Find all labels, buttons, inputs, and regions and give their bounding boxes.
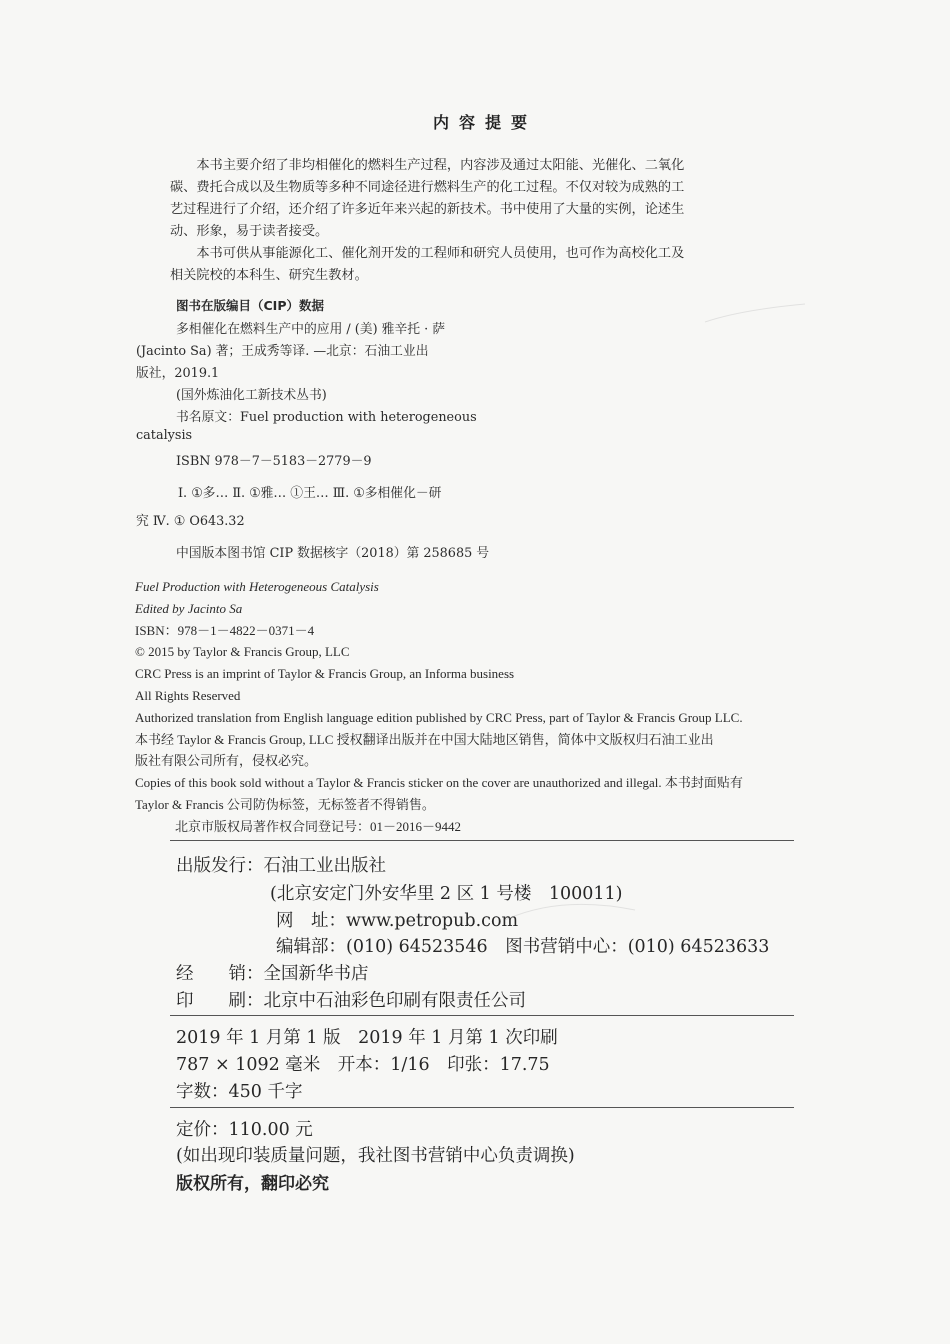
abstract-line: 艺过程进行了介绍，还介绍了许多近年来兴起的新技术。书中使用了大量的实例，论述生 (170, 202, 685, 217)
cip-line: 多相催化在燃料生产中的应用 / (美) 雅辛托 · 萨 (176, 322, 446, 337)
summary-title: 内容提要 (432, 113, 537, 132)
rights-line: All Rights Reserved (135, 687, 241, 703)
abstract-line: 动、形象，易于读者接受。 (170, 224, 329, 239)
original-editor: Edited by Jacinto Sa (135, 600, 243, 616)
cip-line: 版社，2019.1 (136, 366, 220, 381)
abstract-line: 碳、费托合成以及生物质等多种不同途径进行燃料生产的化工过程。不仅对较为成熟的工 (170, 180, 685, 195)
sticker-notice: Copies of this book sold without a Taylor & Francis sticker on the cover are unauthorized and illegal. 本书封面贴有 (135, 775, 743, 791)
abstract-line: 本书可供从事能源化工、催化剂开发的工程师和研究人员使用，也可作为高校化工及 (170, 246, 685, 261)
abstract-line: 相关院校的本科生、研究生教材。 (170, 268, 368, 283)
word-count: 字数：450 千字 (176, 1082, 303, 1102)
authorization-line: Authorized translation from English language edition published by CRC Press, part of Taylor & Francis Group LLC. (135, 709, 743, 725)
publisher-address: (北京安定门外安华里 2 区 1 号楼 100011) (270, 884, 623, 904)
cip-line: (国外炼油化工新技术丛书) (176, 388, 327, 403)
publisher-website: 网 址：www.petropub.com (276, 911, 519, 931)
price: 定价：110.00 元 (176, 1120, 313, 1140)
license-line: 版社有限公司所有，侵权必究。 (135, 753, 318, 769)
cip-isbn: ISBN 978－7－5183－2779－9 (176, 454, 372, 469)
decorative-scratch (500, 890, 640, 930)
cip-line: 书名原文：Fuel production with heterogeneous (176, 410, 477, 425)
edition-info: 2019 年 1 月第 1 版 2019 年 1 月第 1 次印刷 (176, 1028, 558, 1048)
abstract-line: 本书主要介绍了非均相催化的燃料生产过程，内容涉及通过太阳能、光催化、二氧化 (170, 158, 685, 173)
format-info: 787 × 1092 毫米 开本：1/16 印张：17.75 (176, 1055, 550, 1075)
original-title: Fuel Production with Heterogeneous Catalysis (135, 579, 379, 594)
distributor: 经 销：全国新华书店 (176, 964, 369, 984)
contract-registration: 北京市版权局著作权合同登记号：01－2016－9442 (175, 818, 462, 834)
abstract (170, 155, 800, 287)
cip-line: (Jacinto Sa) 著；王成秀等译. —北京：石油工业出 (136, 344, 429, 359)
sticker-notice: Taylor & Francis 公司防伪标签，无标签者不得销售。 (135, 796, 435, 812)
copyright-line: © 2015 by Taylor & Francis Group, LLC (135, 644, 350, 660)
quality-notice: (如出现印装质量问题，我社图书营销中心负责调换) (176, 1146, 575, 1166)
divider (170, 1015, 794, 1016)
publisher-phones: 编辑部：(010) 64523546 图书营销中心：(010) 64523633 (276, 937, 770, 957)
publisher: 出版发行：石油工业出版社 (176, 856, 386, 876)
imprint-line: CRC Press is an imprint of Taylor & Francis Group, an Informa business (135, 666, 515, 682)
cip-heading: 图书在版编目（CIP）数据 (176, 298, 324, 313)
printer: 印 刷：北京中石油彩色印刷有限责任公司 (176, 991, 526, 1011)
original-edition-info (135, 576, 815, 838)
cip-line: catalysis (136, 428, 193, 443)
divider (170, 840, 794, 841)
decorative-scratch (700, 300, 810, 330)
cip-classification: Ⅰ. ①多… Ⅱ. ①雅… ①王… Ⅲ. ①多相催化－研 (178, 486, 442, 501)
rights-reserved: 版权所有，翻印必究 (176, 1174, 329, 1194)
original-isbn: ISBN：978－1－4822－0371－4 (135, 622, 315, 638)
divider (170, 1107, 794, 1108)
license-line: 本书经 Taylor & Francis Group, LLC 授权翻译出版并在中国大陆地区销售，简体中文版权归石油工业出 (135, 731, 714, 747)
cip-classification: 究 Ⅳ. ① O643.32 (136, 514, 245, 529)
cip-number: 中国版本图书馆 CIP 数据核字（2018）第 258685 号 (176, 546, 490, 561)
